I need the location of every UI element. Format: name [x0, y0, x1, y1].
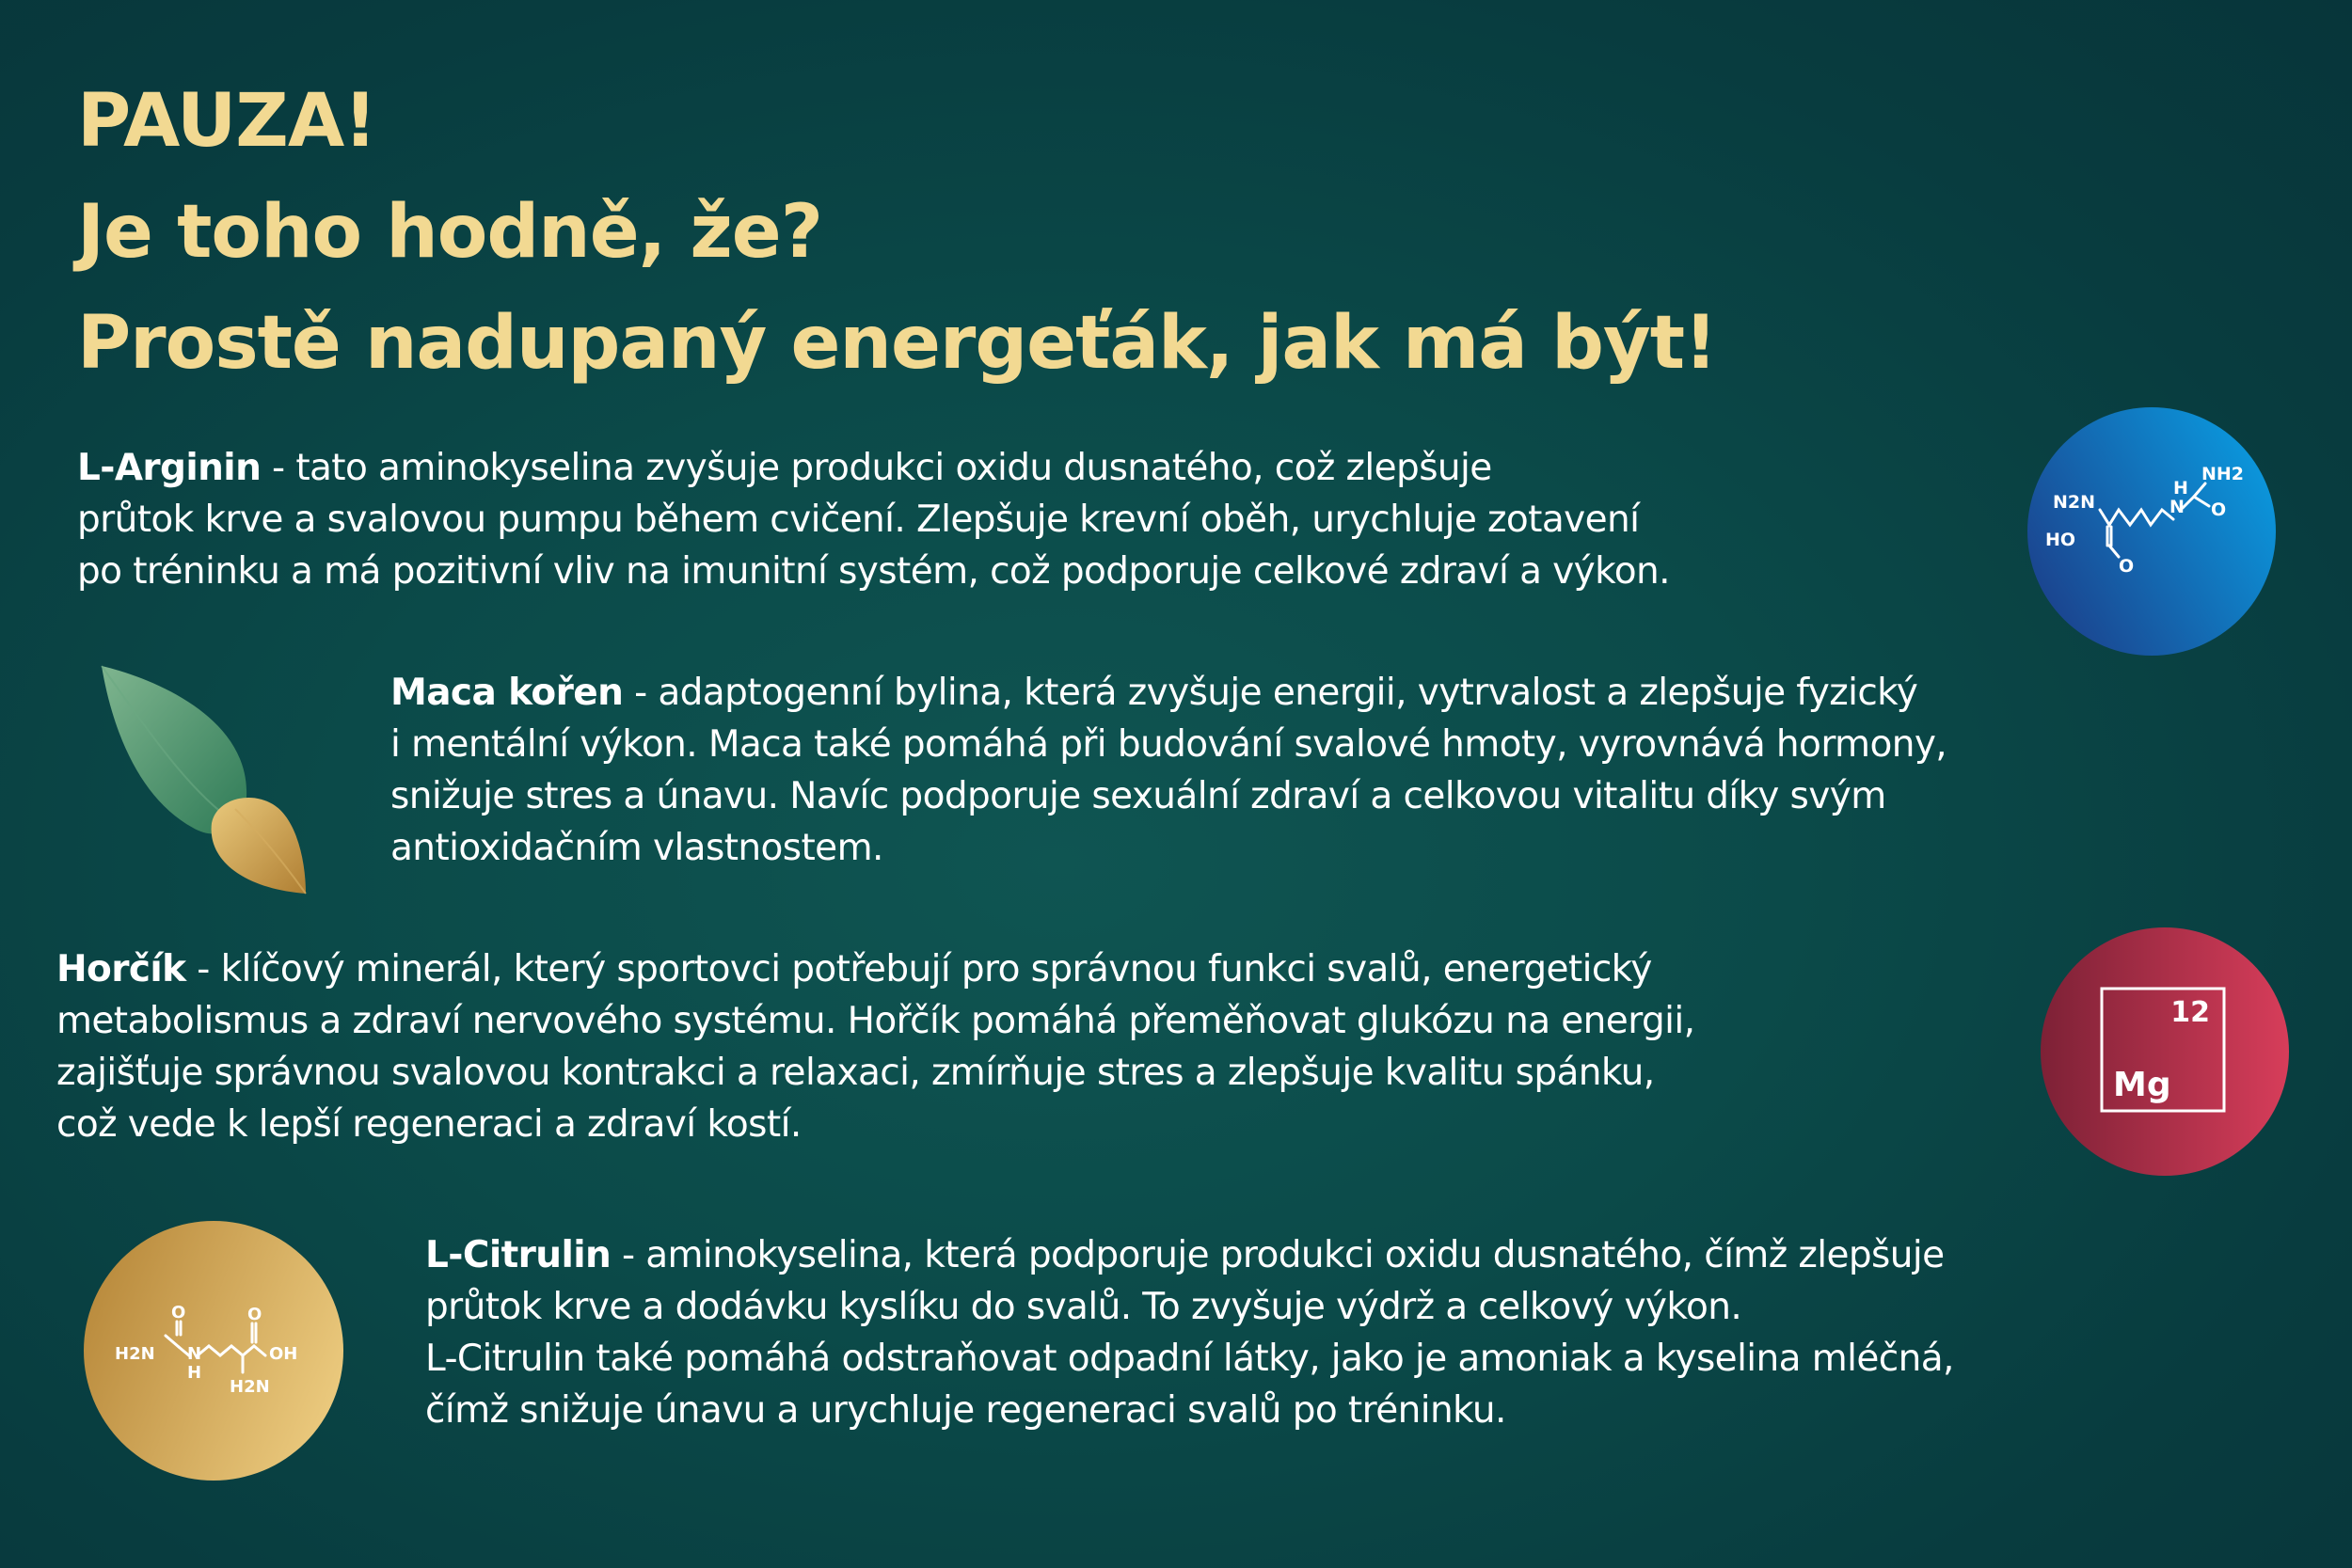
horcik-text-1: - klíčový minerál, který sportovci potřebují pro správnou funkci svalů, energetický — [185, 948, 1652, 990]
citrulin-name: L-Citrulin — [425, 1234, 612, 1276]
arginin-o-bottom-label: O — [2119, 556, 2135, 577]
citrulin-text-2: průtok krve a dodávku kyslíku do svalů. To zvyšuje výdrž a celkový výkon. — [425, 1286, 1742, 1328]
arginin-molecule-icon — [2025, 404, 2279, 658]
horcik-text-2: metabolismus a zdraví nervového systému. Hořčík pomáhá přeměňovat glukózu na energii, — [56, 1000, 1695, 1042]
horcik-text-4: což vede k lepší regeneraci a zdraví kostí. — [56, 1103, 802, 1146]
arginin-text-3: po tréninku a má pozitivní vliv na imunitní systém, což podporuje celkové zdraví a výkon. — [77, 550, 1670, 593]
citrulin-o-left-label: O — [171, 1303, 186, 1323]
arginin-o-right-label: O — [2211, 499, 2227, 520]
horcik-description — [56, 943, 2042, 1150]
maca-description — [390, 667, 2272, 874]
headline-line-1: PAUZA! — [77, 79, 376, 164]
arginin-nh2-label: NH2 — [2201, 464, 2245, 484]
headline-line-2: Je toho hodně, že? — [77, 190, 822, 275]
maca-text-3: snižuje stres a únavu. Navíc podporuje sexuální zdraví a celkovou vitalitu díky svým — [390, 775, 1886, 817]
arginin-text-1: - tato aminokyselina zvyšuje produkci oxidu dusnatého, což zlepšuje — [261, 447, 1492, 489]
arginin-h-label: H — [2173, 478, 2188, 499]
maca-line-1 — [390, 667, 2272, 719]
magnesium-symbol: Mg — [2113, 1066, 2171, 1104]
citrulin-text-1: - aminokyselina, která podporuje produkci oxidu dusnatého, čímž zlepšuje — [611, 1234, 1945, 1276]
headline — [77, 66, 1717, 399]
citrulin-description — [425, 1229, 2316, 1436]
maca-leaf-icon — [94, 658, 310, 903]
arginin-line-1 — [77, 442, 1968, 494]
citrulin-text-4: čímž snižuje únavu a urychluje regeneraci svalů po tréninku. — [425, 1389, 1506, 1432]
citrulin-n-label: N — [187, 1344, 202, 1364]
maca-text-1: - adaptogenní bylina, která zvyšuje energii, vytrvalost a zlepšuje fyzický — [623, 672, 1918, 714]
citrulin-o-right-label: O — [247, 1305, 262, 1324]
citrulin-text-3: L-Citrulin také pomáhá odstraňovat odpadní látky, jako je amoniak a kyselina mléčná, — [425, 1338, 1954, 1380]
arginin-name: L-Arginin — [77, 447, 262, 489]
citrulin-molecule-icon — [81, 1218, 346, 1483]
headline-line-3: Prostě nadupaný energeťák, jak má být! — [77, 301, 1717, 386]
magnesium-element-icon — [2038, 925, 2292, 1179]
maca-text-4: antioxidačním vlastnostem. — [390, 827, 883, 869]
arginin-n-label: N — [2169, 497, 2185, 517]
magnesium-number: 12 — [2170, 996, 2210, 1029]
maca-text-2: i mentální výkon. Maca také pomáhá při budování svalové hmoty, vyrovnává hormony, — [390, 723, 1947, 766]
arginin-description — [77, 442, 1968, 597]
horcik-name: Horčík — [56, 948, 186, 990]
citrulin-oh-label: OH — [269, 1344, 298, 1364]
horcik-line-1 — [56, 943, 2042, 995]
maca-name: Maca kořen — [390, 672, 624, 714]
citrulin-h2n-bottom-label: H2N — [230, 1377, 270, 1397]
arginin-n2n-label: N2N — [2053, 492, 2096, 513]
citrulin-h2n-left-label: H2N — [115, 1344, 155, 1364]
arginin-ho-label: HO — [2045, 530, 2076, 550]
horcik-text-3: zajišťuje správnou svalovou kontrakci a relaxaci, zmírňuje stres a zlepšuje kvalitu spánku, — [56, 1052, 1655, 1094]
citrulin-line-1 — [425, 1229, 2316, 1281]
arginin-text-2: průtok krve a svalovou pumpu během cvičení. Zlepšuje krevní oběh, urychluje zotavení — [77, 499, 1640, 541]
citrulin-h-label: H — [187, 1363, 202, 1383]
